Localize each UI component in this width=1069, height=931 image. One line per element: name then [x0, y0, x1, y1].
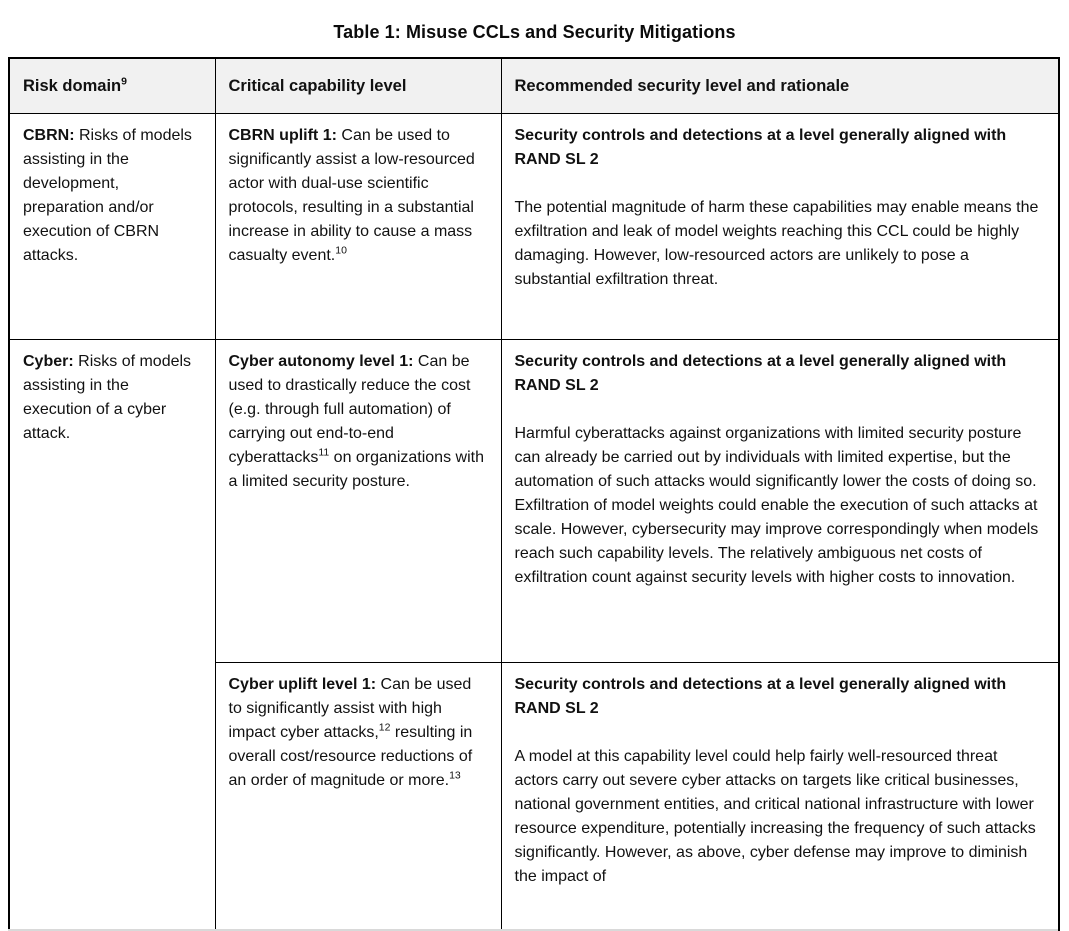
cell-cbrn-risk-domain	[9, 114, 215, 340]
text-segment: Recommended security level and rationale	[514, 76, 850, 95]
text-segment: Security controls and detections at a level generally aligned with RAND SL 2	[514, 676, 1007, 717]
text-segment: Can be used to significantly assist a low-resourced actor with dual-use scientific protocols, resulting in a substantial increase in ability to cause a mass casualty event.	[228, 127, 475, 264]
cell-cbrn-uplift-ccl	[215, 114, 501, 340]
text-segment: Cyber uplift level 1:	[228, 676, 377, 693]
paragraph	[229, 124, 488, 268]
header-recommended-security-level	[501, 58, 1059, 114]
text-segment: Cyber autonomy level 1:	[228, 353, 414, 370]
text-segment: Can be used to drastically reduce the cost (e.g. through full automation) of carrying out end-to-end cyberattacks	[228, 353, 471, 466]
paragraph	[515, 124, 1046, 172]
paragraph	[229, 350, 488, 494]
cell-cyber-autonomy-ccl	[215, 340, 501, 663]
header-critical-capability-level	[215, 58, 501, 114]
text-segment: Security controls and detections at a level generally aligned with RAND SL 2	[514, 127, 1007, 168]
text-segment: Security controls and detections at a level generally aligned with RAND SL 2	[514, 353, 1007, 394]
paragraph	[515, 77, 1046, 96]
footnote-ref: 12	[378, 721, 391, 734]
cell-cyber-autonomy-security-rationale	[501, 340, 1059, 663]
text-segment: Critical capability level	[228, 76, 407, 95]
header-risk-domain	[9, 58, 215, 114]
row-cyber-autonomy	[9, 340, 1059, 663]
text-segment: CBRN:	[23, 127, 75, 144]
paragraph	[515, 196, 1046, 292]
row-cbrn	[9, 114, 1059, 340]
text-segment: Harmful cyberattacks against organizations with limited security posture can already be carried out by individuals with limited expertise, but the automation of such attacks would significantly lower the costs of doing so. Exfiltration of model weights could enable the execution of such attacks at scale. However, cybersecurity may improve correspondingly when models reach such capability levels. The relatively ambiguous net costs of exfiltration count against security levels with higher costs to innovation.	[514, 425, 1039, 586]
text-segment: The potential magnitude of harm these capabilities may enable means the exfiltration and leak of model weights reaching this CCL could be highly damaging. However, low-resourced actors are unlikely to pose a substantial exfiltration threat.	[514, 199, 1039, 288]
paragraph	[515, 673, 1046, 721]
misuse-ccl-table	[8, 57, 1060, 931]
table-title: Table 1: Misuse CCLs and Security Mitigations	[333, 22, 736, 42]
paragraph	[229, 77, 488, 96]
footnote-ref: 11	[318, 446, 330, 459]
paragraph	[23, 124, 202, 268]
paragraph	[23, 77, 202, 96]
text-segment: CBRN uplift 1:	[228, 127, 337, 144]
footnote-ref: 10	[335, 244, 347, 257]
cell-cbrn-security-rationale	[501, 114, 1059, 340]
text-segment: Risks of models assisting in the development, preparation and/or execution of CBRN attacks.	[23, 127, 192, 264]
header-row	[9, 58, 1059, 114]
cell-cyber-risk-domain	[9, 340, 215, 931]
paragraph	[23, 350, 202, 446]
text-segment: Risks of models assisting in the execution of a cyber attack.	[23, 353, 192, 442]
text-segment: Risk domain	[23, 76, 122, 95]
text-segment: Can be used to significantly assist with high impact cyber attacks,	[228, 676, 472, 741]
paragraph	[515, 745, 1046, 889]
text-segment: on organizations with a limited security posture.	[228, 449, 484, 490]
text-segment: Cyber:	[23, 353, 74, 370]
paragraph	[515, 350, 1046, 398]
paragraph	[229, 673, 488, 793]
text-segment: resulting in overall cost/resource reductions of an order of magnitude or more.	[228, 724, 473, 789]
cell-cyber-uplift-ccl	[215, 663, 501, 931]
cell-cyber-uplift-security-rationale	[501, 663, 1059, 931]
paragraph	[515, 422, 1046, 590]
footnote-ref: 13	[449, 769, 461, 782]
footnote-ref: 9	[121, 75, 127, 87]
text-segment: A model at this capability level could help fairly well-resourced threat actors carry out severe cyber attacks on targets like critical businesses, national government entities, and critical national infrastructure with lower resource expenditure, potentially increasing the frequency of such attacks significantly. However, as above, cyber defense may improve to diminish the impact of	[514, 748, 1036, 885]
